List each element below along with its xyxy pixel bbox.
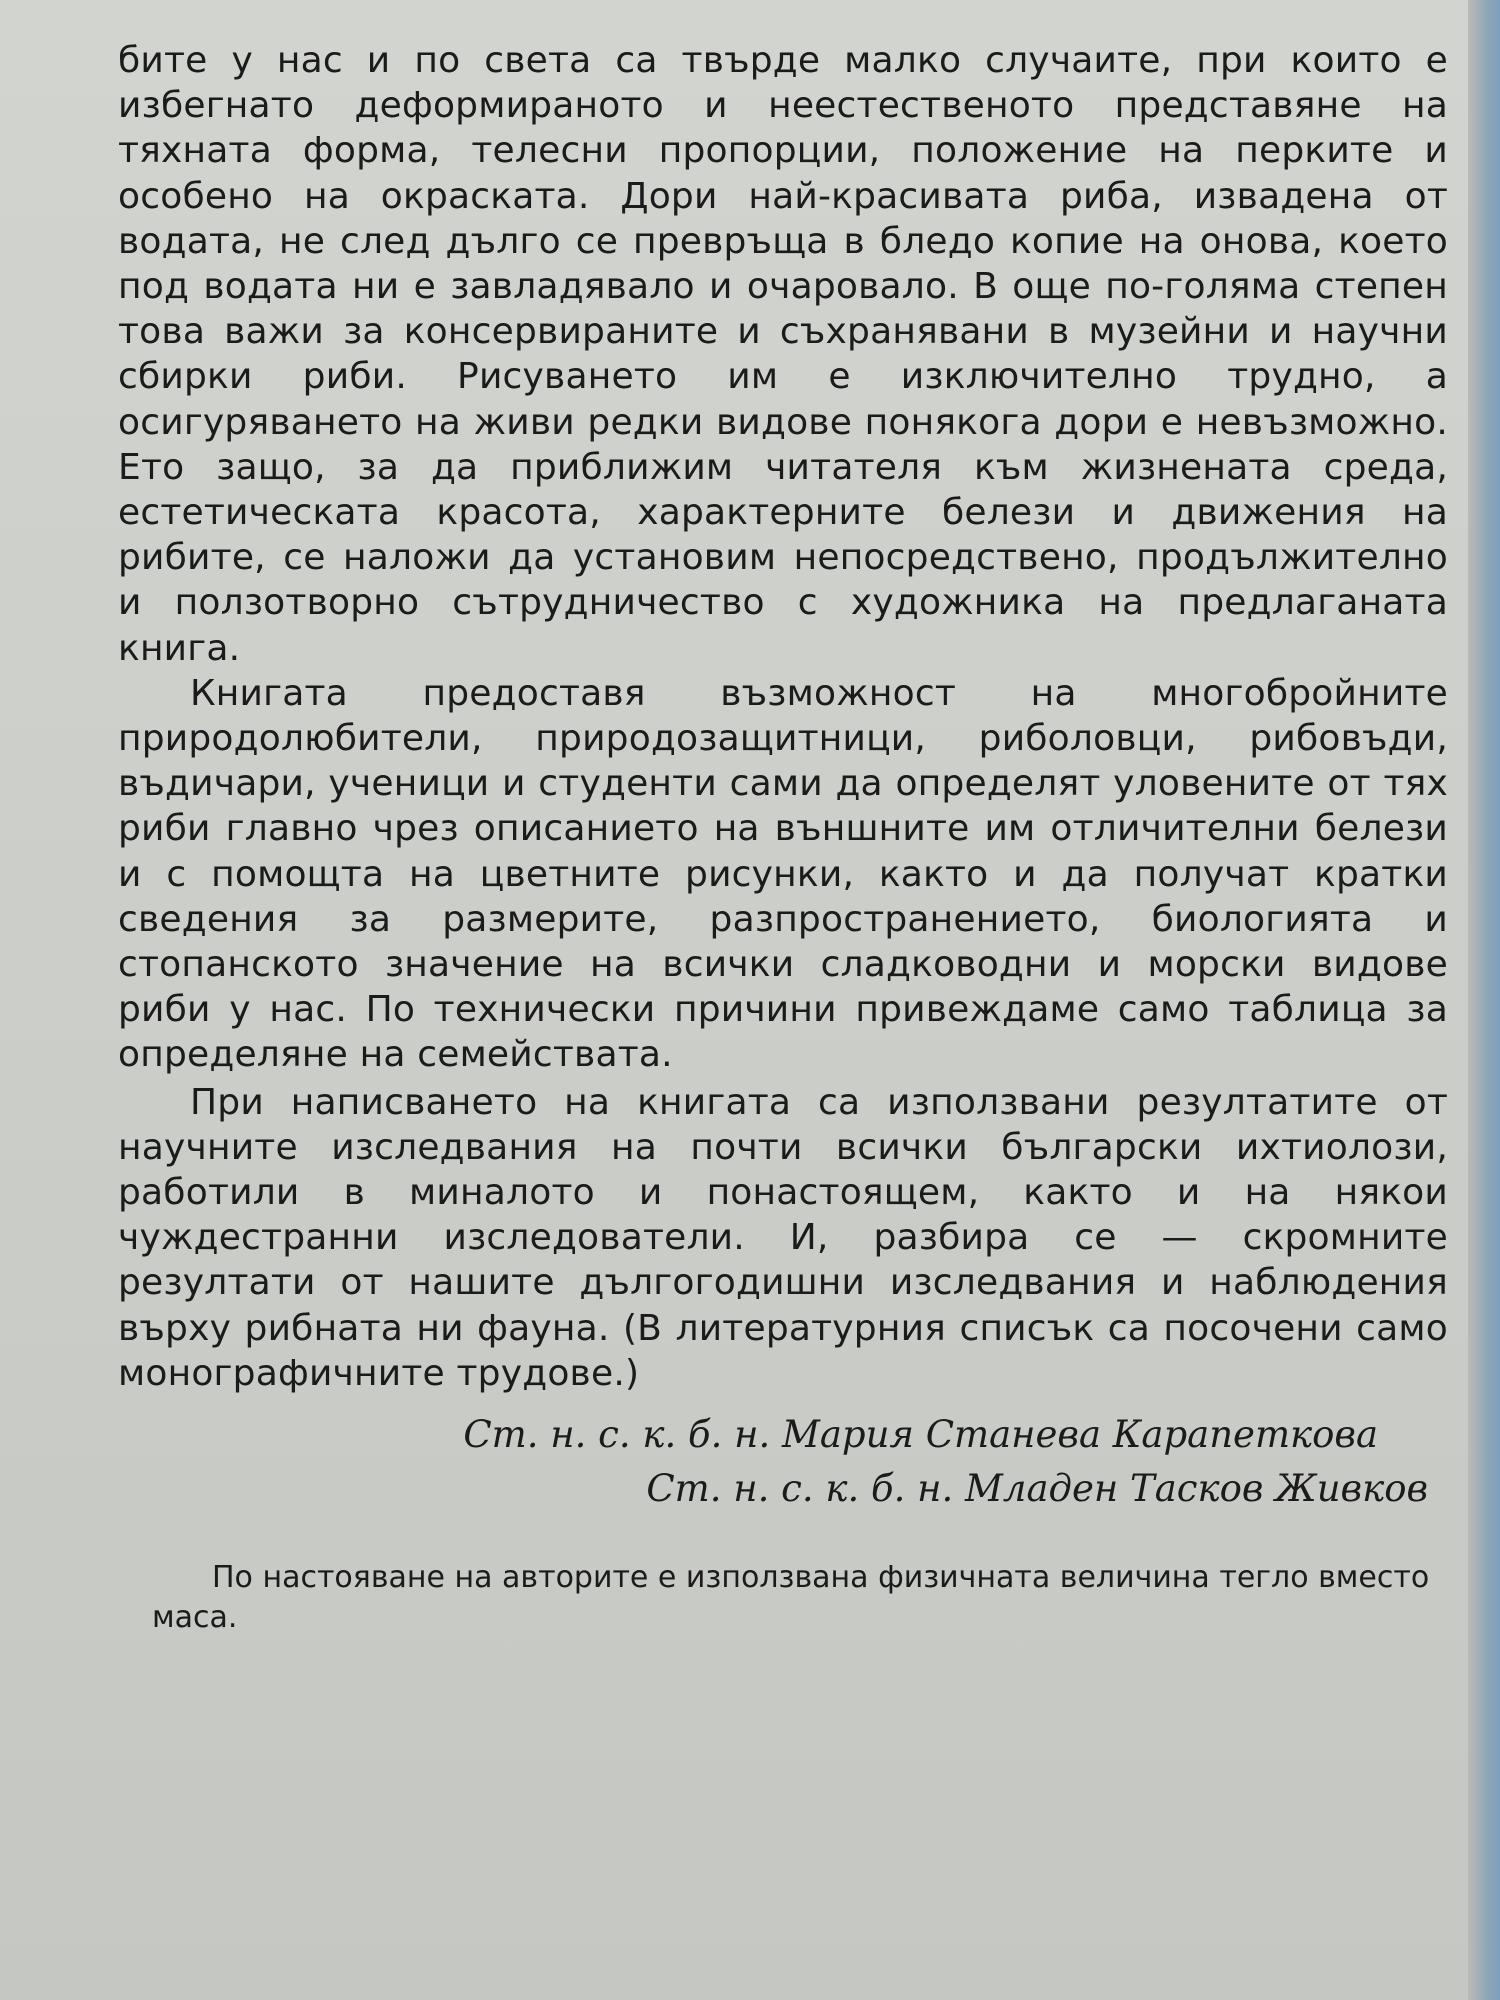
footnote: По настояване на авторите е използвана физичната величина тегло вместо маса. (152, 1560, 1430, 1635)
signature-author-2: Ст. н. с. к. б. н. Младен Тасков Живков (646, 1467, 1428, 1510)
author-signatures (118, 1408, 1428, 1516)
page-edge (1468, 0, 1500, 2000)
body-text (118, 38, 1448, 1396)
paragraph-3: При написването на книгата са използвани резултатите от научните изследвания на почти всички български ихтиолози, работили в миналото и понастоящем, както и на някои чуждестранни изследователи. И, разбира се — скромните резултати от нашите дългогодишни изследвания и наблюдения върху рибната ни фауна. (В литературния списък са посочени само монографичните трудове.) (118, 1081, 1448, 1394)
signature-author-1: Ст. н. с. к. б. н. Мария Станева Карапеткова (463, 1413, 1378, 1456)
paragraph-2: Книгата предоставя възможност на многобройните природолюбители, природозащитници, риболовци, рибовъди, въдичари, ученици и студенти сами да определят уловените от тях риби главно чрез описанието на външните им отличителни белези и с помощта на цветните рисунки, както и да получат кратки сведения за размерите, разпространението, биологията и стопанското значение на всички сладководни и морски видове риби у нас. По технически причини привеждаме само таблица за определяне на семействата. (118, 672, 1448, 1076)
paragraph-1: бите у нас и по света са твърде малко случаите, при които е избегнато деформираното и неестественото представяне на тяхната форма, телесни пропорции, положение на перките и особено на окраската. Дори най-красивата риба, извадена от водата, не след дълго се превръща в бледо копие на онова, което под водата ни е завладявало и очаровало. В още по-голяма степен това важи за консервираните и съхранявани в музейни и научни сбирки риби. Рисуването им е изключително трудно, а осигуряването на живи редки видове понякога дори е невъзможно. Ето защо, за да приближим читателя към жизнената среда, естетическата красота, характерните белези и движения на рибите, се наложи да установим непосредствено, продължително и ползотворно сътрудничество с художника на предлаганата книга. (118, 40, 1448, 669)
